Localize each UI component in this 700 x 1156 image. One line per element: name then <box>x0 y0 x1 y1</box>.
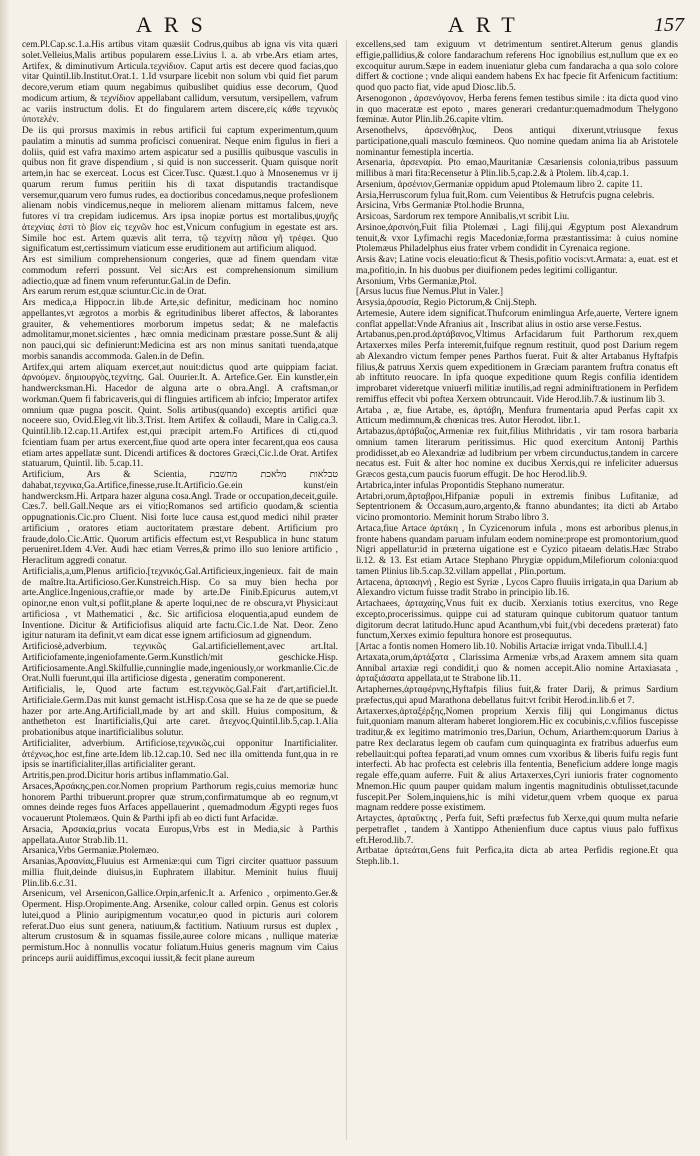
entry: Arsia,Herruscorum fylua fuit,Rom. cum Veientibus & Hetrufcis pugna celebris. <box>356 190 655 201</box>
entry: Artachaees, ἀρταχαίης,Vnus fuit ex ducib. Xerxianis totius exercitus, vno Rege excepto,procerissimus. quippe cui ad staturam quinque cubitorum quatuor tantum digitorum decrat latitudo.Hunc apud Acanthum,vbi fuit,(vbi decedens præterat) fato functum,Xerxes eximio fepultura honore est prosequutus. <box>356 599 678 642</box>
entry: Arsenaria, ἀρσεναρία. Pto emao,Mauritaniæ Cæsariensis colonia,tribus passuum millibus à mari fita:Recensetur à Plin.lib.5,cap.2.& à Ptolem. lib.4,cap.1. <box>356 158 678 179</box>
entry: Artabanus,pen.prod.ἀρτάβανος,Vltimus Arfacidarum fuit Parthorum rex,quem Artaxerxes miles Perfa interemit,fuifque regnum restituit, quod post Darium regem ab Alexandro victum femper penes Parthos fuerat. Fuit & alter Artabanus Hyftafpis filius,& patruus Xerxis quem expeditionem in Græciam parantem fruftra conatus eft ab inftituto reuocare. In ipfa quoque expeditione quum Regis confilia identidem improbaret videretque vniuerfi militiæ inutilis,ad regni adminiftrationem in Perfidem remiffus effecit vbi poftea Xerxem obtruncauit. Vide Herod.lib.7.& iustinum lib 3. <box>356 330 678 405</box>
entry: excellens,sed tam exiguum vt detrimentum sentiret.Alterum genus glandis effigie,pallidius,& colore fandarachum referens Hoc ignobilius est,nullum que ex eo excoquitur aurum.Sæpe in eadem inueniatur gleba cum fandaracha a qua solo colore differt & coctione ; vnde aliqui eandem habens Ex hac fpecie fit Arfenicum factitium: quod quo pacto fiat, vide apud Diosc.lib.5. <box>356 40 678 93</box>
entry: Artbatae ἀρτεάται,Gens fuit Perfica,ita dicta ab artea Perfidis regione.Et qua Steph.lib.1. <box>356 846 678 867</box>
entry: Arsenothelvs, ἀρσενόθηλυς, Deos antiqui dixerunt,vtriusque fexus participatione,quali masculo fœmineos. Quo nomine quedam anima lia ab Aristotele nominantur femestipla incertia. <box>356 126 678 158</box>
right-column <box>356 40 678 868</box>
entry: Arsenium, ἀρσένιον,Germaniæ oppidum apud Ptolemaum libro 2. capite 11. <box>356 179 643 190</box>
entry: Arsicina, Vrbs Germaniæ Ptol.hodie Brunna, <box>356 201 525 212</box>
entry: Arsicoas, Sardorum rex tempore Annibalis,vt scribit Liu. <box>356 212 570 222</box>
entry: Arsis &av; Latine vocis eleuatio:ficut & Thesis,pofitio vocis:vt.Armata: a, euat. est et ma,pofitio,in. In his duobus per diuifionem pedes legitimi colligantur. <box>356 255 678 276</box>
entry: cem.Pl.Cap.sc.1.a.His artibus vitam quæsiit Codrus,quibus ab igna vis vita quæri solet.Velleius,Malis artibus popularem esse.Livius l. a. ab vrbe.Ars etiam artes, Artifex, & diminutivum Articula.τεχνίδιον. Caput artis est decere quod facias,quo vitar Quintil.lib.Institut.Orat.1. 1.Id vsurpare licebit non solum vbi quid fiet parum decore,verum etiam quum negabimus quibuslibet quidius esse decorum, Quod modicum artium, & τεχνίδιον appellabant callidum, versutum, versipellem, vafrum ac variis instructum dolis. Et do fingularem artem discere,εἰς κάθε τεχνικὸς ὑποτελέν. <box>22 40 338 126</box>
header-right-title: ART <box>448 12 527 37</box>
entry: [Artac a fontis nomen Homero lib.10. Nobilis Artaciæ irrigat vnda.Tibull.l.4.] <box>356 642 648 652</box>
column-divider <box>346 40 347 1140</box>
entry: Arsenogonon , ἀρσενόγονον, Herba ferens femen testibus simile : ita dicta quod vino in quo maceratæ est epoto , mares generari credantur:quemadmodum Thelygono fœminæ. Autor Plin.lib.26.capite vltim. <box>356 93 678 126</box>
entry: Artificialis,a,um,Plenus artificio.[τεχνικός.Gal.Artificieux,ingenieux. fait de main de maître.Ita.Artificioso.Ger.Kunstreich.Hisp. Co sa muy bien hecha por arte.Anglice.Ingenious,craftie,or made by arte.De Finib.Epicurus autem,vt opinor,ne enon vult,si poflit,plane & aperte loqui,nec de re obscura,vt Physici:aut artificiosa , vt Mathematici , &c. Sic artificiosa eloquentia,apud eundem de Inventione. Dicitur & Artificiofisus aliquid arte factu.Cic.1.de Nat. Deor. Zeno igitur naturam ita definit,vt eam dicat esse ignem artificiosum ad gignendum. <box>22 566 338 642</box>
entry: Artaca,fiue Artace ἀρτάκη , In Cyzicenorum infula , mons est arboribus plenus,in fronte habens quandam paruam infulam eodem nomine:prope est promontorium,quod Nigri appellatur:id in præterna uigatione est e Cyzico pitaeam delatis.Hæc Strabo li.12. & 13. Est etiam Artace Stephano Phrygiæ oppidum,Milefiorum colonia:quod tamen Plinius lib.5.cap.32.villam appellat , Plin.portum. <box>356 523 678 577</box>
entry: Ars earum rerum est,quæ sciuntur.Cic.in de Orat. <box>22 287 207 298</box>
entry: Arsanias,Ἀρσανίας,Fluuius est Armeniæ:qui cum Tigri circiter quattuor passuum millia fluit,deinde diuisus,in Euphratem illabitur. Meminit huius fluuij Plin.lib.6.c.31. <box>22 857 338 889</box>
entry: [Arsus lucus fiue Nemus.Plut in Valer.] <box>356 287 503 298</box>
entry: Artificialis, le, Quod arte factum est.τεχνικὸς.Gal.Fait d'art,artificiel.It. Artificiale.Germ.Das mit kunst gemacht ist.Hisp.Cosa que se ha ze de que se puede hazer por arte.Ang.Artificiall,made by art and skill. Huius compositum, & anthetheton est Inartificialis,Qui arte caret. ἄτεχνος.Quintil.lib.5,cap.1.Alia probationibus atque inartificialibus solutur. <box>22 685 338 738</box>
entry: Artemesie, Autere idem significat.Thufcorum enimlingua Arfe,auerte, Vertere ignem conflat appellat:Vnde Afranius ait , Inscribat alius in ostio arse verse.Festus. <box>356 308 678 330</box>
entry: Arsysia,ἀρσυσία, Regio Pictorum,& Cnij.Steph. <box>356 298 537 308</box>
entry: Arsenicum, vel Arsenicon,Gallice.Orpin,arfenic.It a. Arfenico , orpimento.Ger.& Operment. Hisp.Oropimente.Ang. Arsenike, colour called orpin. Genus est coloris lutei,quod a Plinio auripigmentum vocatur,eo quod in picturis auri colorem referat.Duo eius sunt genera, natiuum,& factitium. Natiuum rursus est duplex , alterum crustosum & in squamas fissile,auree colore micans , nullique materiæ permistum.Hoc à nonnullis vocatur foliatum.Huius generis magnum vim Caius princeps aurii auidiffimus,excoqui iussit,& fecit plane aureum <box>22 889 338 964</box>
entry: Artificiosè,adverbium. τεχνικῶς Gal.artificiellement,avec art.Ital. Artificiofamente,ingeniofamente.Germ.Kunstlich/mit geschicke.Hisp. Artificiosamente.Angl.Skilfullie,cunninglie made,ingeniously,or workmanlie.Cic.de Orat.Nulli fuerunt,qui illa artificiose digesta , generatim componerent. <box>22 642 338 685</box>
left-column <box>22 40 338 965</box>
entry: Artaxata,orum,ἀρτάξατα , Clarissima Armeniæ vrbs,ad Araxem amnem sita quam Annibal artaxiæ regi condidit,i quo & nomen accepit.Alio nomine Artaxiasata , ἀρταξιάσατα appellata,ut te Strabone lib.11. <box>356 652 678 685</box>
entry: Arsacia, Ἀρσακία,prius vocata Europus,Vrbs est in Media,sic à Parthis appellata.Autor Strab.lib.11. <box>22 824 338 846</box>
entry: Artayctes, ἀρταΰκτης , Perfa fuit, Sefti præfectus fub Xerxe,qui quum multa nefarie perpetraflet , tandem à Xantippo Athenienfium duce captus viuus palo fuffixus eft.Herod.lib.7. <box>356 814 678 846</box>
entry: Artritis,pen.prod.Dicitur horis artibus inflammatio.Gal. <box>22 771 229 781</box>
entry: Ars est similium comprehensionum congeries, quæ ad finem quendam vitæ commodum referri possunt. Vel sic:Ars est comprehensionum similium adiectio,quæ ad finem vnum referuntur.Gal.in de Defin. <box>22 255 338 287</box>
entry: Artifex,qui artem aliquam exercet,aut nouit:dictus quod arte quippiam faciat. ἀρνούμεν. δημιουργὸς,τεχνίτης. Gal. Ouurier.It. A. Artefice.Ger. Ein kunstler,ein handwercksman.Hi. Hacedor de alguna arte o obra.Angl. A craftsman,or workman.Quem fi fabricaveris,qui di flinguies artificem ab infcio; Imperator artifex omnium quæ pugna poscit. Quint. Solis artibus(quando) exceptis artifici quæ noceere suo, Ovid.Eleg.vit lib.3.Trist. Item Artifex & collaudi, Mare in Calig.ca.3. Quintil.lib.12.cap.11.Artifex est,qui præcipit artem.Fo Artifices di cti,quod fcientiam fuam per artus exercent,fiue quod arte opera inter fecarent,qua eos causa etiam artes appellatæ sunt. Dicendi artifices & doctores Græci,Cic.l.de Orat. Artifex statuarum, Quintil. lib. 5.cap.11. <box>22 362 338 470</box>
entry: De iis qui prorsus maximis in rebus artificii fui captum experimentum,quum paulatim a minutis ad summa proficisci conuenirat. Neque enim figulus in fieri a doliis, quid est vafra maximo artem aspicatur sed a pusillis quibusque vasculis in quibus non fit grave dispendium , si quid is non successerit. Quam quisque norit artem,in hac se exerceat. Locus est Cicer.Tusc. Quæst.1.quo à Mnosenemus vr ij quarum rerum fumus peritiin his di taxat disputandis tractandisque versemur,quarum vero fumus rudes, ea doctioribus concedamus,neque profeslionem alienam nobis vindicemus,neque in meliorem alienam mittamus falcem, neve futores vi tra crepidam iudicemus. Ars ipsa inopiæ portus est mortalibus,ψυχῆς ἀτεχνίας ἐστὶ τὸ βίον εἰς τεχνῶν hoc est,Vnicum confugium in egestate est ars. Simile hoc est. Artem quævis alit terra, τῷ τεχνίτῃ πᾶσα γῆ τρέφει. Quo significatum est,certissimum viaticum esse eruditionem aut artificium aliquod. <box>22 126 338 255</box>
entry: Artificium, Ars & Scientia, טבלאות מלאכת מחשבת dahabat,τεχνικα,Ga.Artifice,finesse,ruse.It.Artificio.Ge.ein kunst/ein handwercksm.Hi. Artpara hazer alguna cosa.Angl. Trade or occupation,deceit,guile. Cæs.7. bell.Gall.Neque ars ei vitio;Romanos sed artificio quodam,& scientia oppugnationis.Cic.pro Cluent. Nisi forte luce causa est,quod medici nihil præter artificium , oratores etiam auctoritatem præstare debent. Artificium pro fraude,dolo.Cic.Attic. Quorum artificis effectum est,vt Respublica in hunc statum perueniret.Idem 4.Ver. Audi hæc etiam Verres,& primo illo suo leniore artificio , Heraclitum aggredi conatur. <box>22 470 338 566</box>
entry: Ars medica,a Hippocr.in lib.de Arte,sic definitur, medicinam hoc nomino appellantes,vt ægrotos a morbis & egritudinibus liberet affectos, & laborantes grauiter, & vehementiores morborum impetus sedat; & ne malefactis admolitamur,monet.sicientes , hæc omnia medicinam præstare posse.Sunt & alij non pauci,qui sic definierunt:Medicina est ars non minus sanitati tuenda,atque morbis sanandis accommoda. Galen.in de Defin. <box>22 298 338 362</box>
entry: Artabri,orum,ἄρταβροι,Hifpaniæ populi in extremis finibus Lufitaniæ, ad Septentrionem & Occasum,auro,argento,& ftanno abundantes; ita dicti ab Artabo vicino promontorio. Meminit horum Strabo libro 3. <box>356 491 678 523</box>
entry: Artificialiter, adverbium. Artificiose,τεχνικῶς,cui opponitur Inartificialiter. ἀτέχνως,hoc est,fine arte.Idem lib.12.cap.10. Sed nec illa omittenda funt,qua in re ipsis se inartificialiter,illas artificialiter gerant. <box>22 738 338 771</box>
entry: Arsonium, Vrbs Germaniæ,Ptol. <box>356 276 477 287</box>
entry: Arsanica,Vrbs Germaniæ.Ptolemæo. <box>22 846 159 857</box>
entry: Artaphernes,ἀρταφέρνης,Hyftafpis filius fuit,& frater Darij, & primus Sardium præfectus,qui apud Marathona debellatus fuit:vt fcribit Herod.in.lib.6 et 7. <box>356 685 678 706</box>
page-edge-shadow <box>0 0 10 1156</box>
entry: Artaba , æ, fiue Artabe, es, ἀρτάβη, Menfura frumentaria apud Perfas capit xx Atticum medimnum,& chœnicas tres. Autor Herodot. libr.1. <box>356 405 678 427</box>
entry: Artaxerxes,ἀρταξέρξης,Nomen proprium Xerxis filij qui Longimanus dictus fuit,quoniam manum alteram haberet longiorem.Hic ex cocubinis,c.v.filios fuscepisse traditur,& ex legitimo matrimonio tres,Dariun, Ochum, Ariarthem:quorum Darius à patre Rex declaratus legem ob caufam cum quinquaginta ex fratribus aduerfus eum rebellauit:qui poftea feparati,ad vnum omnes cum vxoribus & liberis fuifu regis funt interfecti. Ab hac profecta est celebris illa fententia, Beneficium addere longe magis regale effe,quam auferre. Fuit & alius Artaxerxes,Cyri iunioris frater cognomento Mnemon.Hic quum pauper quidam malum ingentis magnitudinis obtulisset,tacunde fuscepit.Per Solem,inquiens,hic is mihi videtur,quem vrbem quoque ex parua magnam reddere posse existimem. <box>356 706 678 814</box>
entry: Arsaces,Ἀρσάκης,pen.cor.Nomen proprium Parthorum regis,cuius memoriæ hunc honorem Parthi tribuerunt.proprer quæ strum,confirmatumque ab eo regnum,vt omnes deinde reges fuos Arfaces appellauerint , quemadmodum Ægypti reges fuos vocauerunt Ptolemæos. Quin & Parthi ipfi ab eo dicti funt Arfacidæ. <box>22 781 338 824</box>
running-header <box>0 10 700 40</box>
page-number: 157 <box>654 14 684 36</box>
entry: Artabrica,inter infulas Propontidis Stephano numeratur. <box>356 480 565 491</box>
header-left-title: ARS <box>136 12 215 37</box>
entry: Artabazus,ἀρτάβαζος,Armeniæ rex fuit,filius Mithridatis , vir tam rosora barbaria omnium tamen literarum peritissimus. Hic quod exercitum Antonij Parthis prodidisset,ab eo Alexandriæ ad ludibrium per vrbem circunductus,tandem in carcere necatus est. Fuit & alter hoc nomine ex ducibus Xerxis,qui re infeliciter aduersus Græcos gesta,cum paucis fuorum effugit. De hoc Herod.lib.9. <box>356 427 678 480</box>
entry: Artacena, ἀρτακηνή , Regio est Syriæ , Lycos Capro fluuiis irrigata,in qua Darium ab Alexandro victum fuisse tradit Strabo in principio lib.16. <box>356 577 678 599</box>
entry: Arsinoe,ἀρσινόη,Fuit filia Ptolemæi , Lagi filij,qui Ægyptum post Alexandrum tenuit,& vxor Lyfimachi regis Macedoniæ,forma præstantissima: à cuius nomine Ptolemæus Philadelphus eius frater vrbem condidit in Cyrenaica regione. <box>356 222 678 255</box>
